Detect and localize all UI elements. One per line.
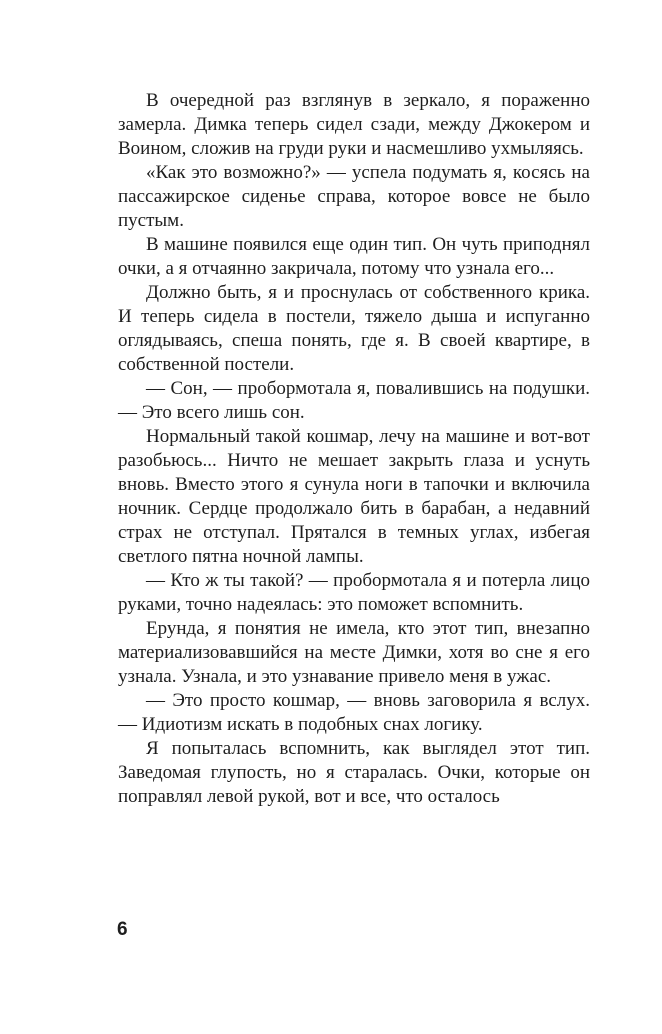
paragraph-10: Я попыталась вспомнить, как выглядел этот тип. Заведомая глупость, но я старалась. Очки, которые он поправлял левой рукой, вот и все, что осталось	[118, 738, 590, 807]
paragraph-6: Нормальный такой кошмар, лечу на машине и вот-вот разобьюсь... Ничто не мешает закрыть глаза и уснуть вновь. Вместо этого я сунула ноги в тапочки и включила ночник. Сердце продолжало бить в барабан, а недавний страх не отступал. Прятался в темных углах, избегая светлого пятна ночной лампы.	[118, 426, 590, 567]
paragraph-9: — Это просто кошмар, — вновь заговорила я вслух. — Идиотизм искать в подобных снах логику.	[118, 690, 590, 735]
page-number: 6	[117, 919, 128, 940]
paragraph-8: Ерунда, я понятия не имела, кто этот тип, внезапно материализовавшийся на месте Димки, хотя во сне я его узнала. Узнала, и это узнавание привело меня в ужас.	[118, 618, 590, 687]
paragraph-7: — Кто ж ты такой? — пробормотала я и потерла лицо руками, точно надеялась: это поможет вспомнить.	[118, 570, 590, 615]
paragraph-3: В машине появился еще один тип. Он чуть приподнял очки, а я отчаянно закричала, потому что узнала его...	[118, 234, 590, 279]
paragraph-5: — Сон, — пробормотала я, повалившись на подушки. — Это всего лишь сон.	[118, 378, 590, 423]
paragraph-2: «Как это возможно?» — успела подумать я, косясь на пассажирское сиденье справа, которое вовсе не было пустым.	[118, 162, 590, 231]
paragraph-4: Должно быть, я и проснулась от собственного крика. И теперь сидела в постели, тяжело дыша и испуганно оглядываясь, спеша понять, где я. В своей квартире, в собственной постели.	[118, 282, 590, 375]
body-text	[118, 89, 590, 809]
paragraph-1: В очередной раз взглянув в зеркало, я пораженно замерла. Димка теперь сидел сзади, между Джокером и Воином, сложив на груди руки и насмешливо ухмыляясь.	[118, 90, 590, 159]
